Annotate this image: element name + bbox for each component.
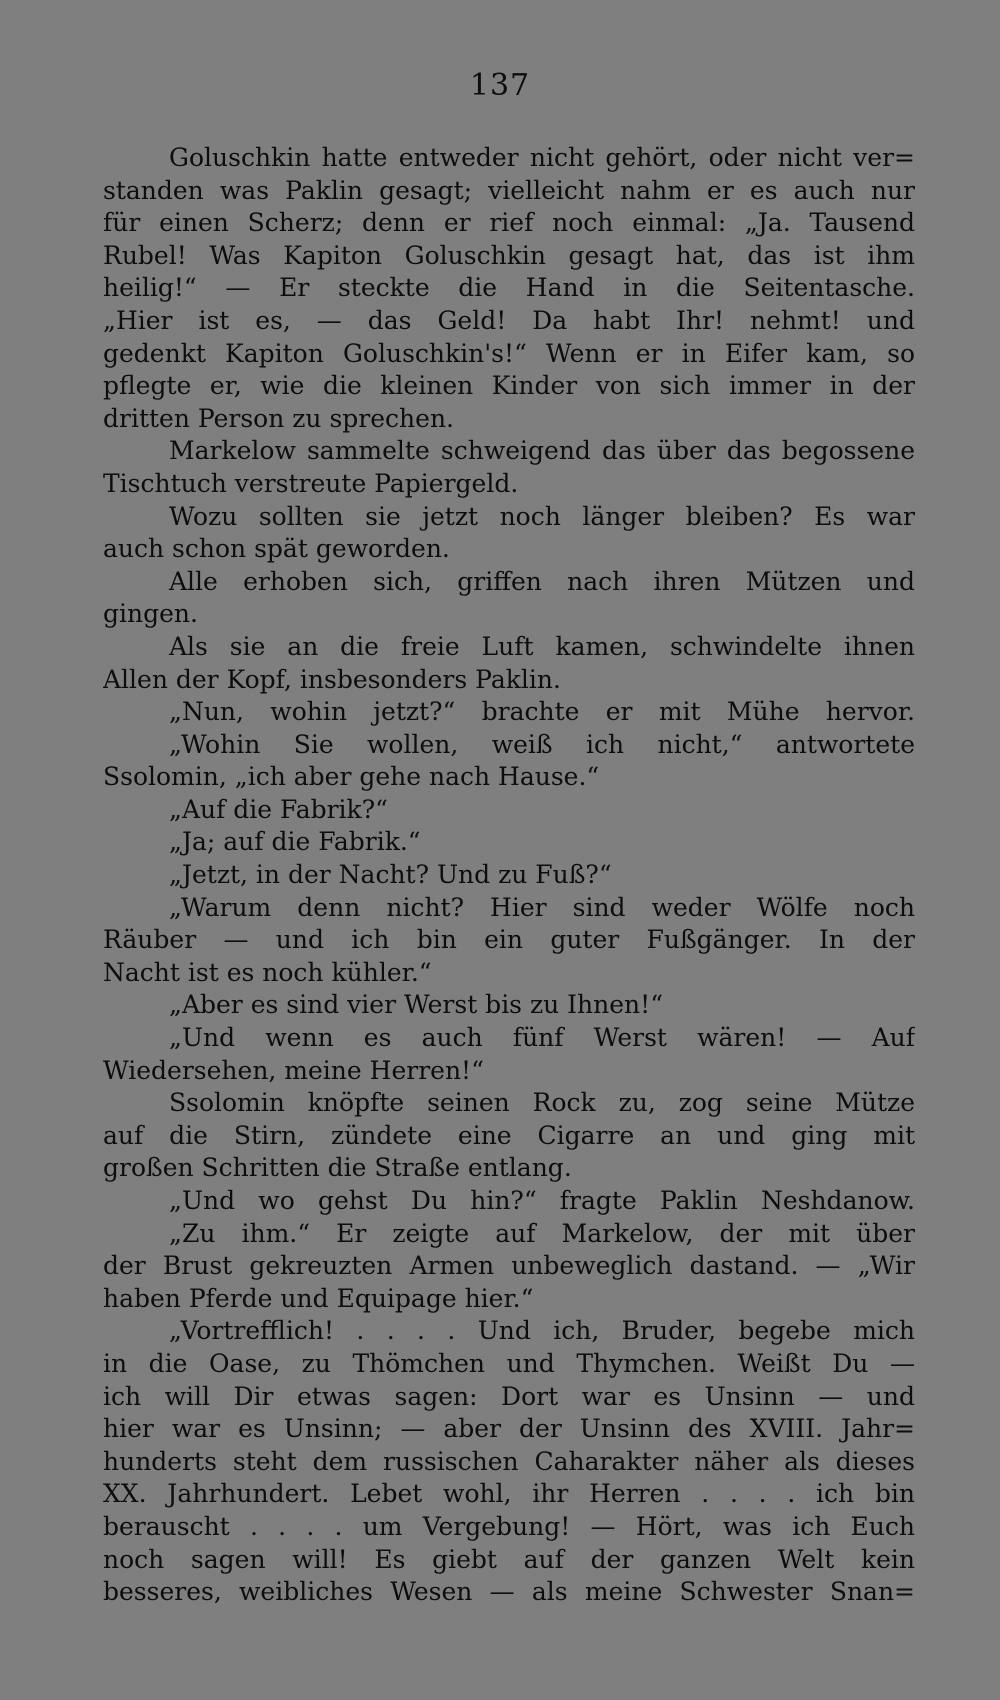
text-line: in die Oase, zu Thömchen und Thymchen. Weißt Du — — [103, 1348, 915, 1378]
text-line: haben Pferde und Equipage hier.“ — [103, 1283, 534, 1313]
text-line: noch sagen will! Es giebt auf der ganzen Welt kein — [103, 1544, 915, 1574]
text-line: Markelow sammelte schweigend das über das begossene — [169, 436, 915, 466]
text-line: besseres, weibliches Wesen — als meine Schwester Snan= — [103, 1577, 915, 1607]
text-line: großen Schritten die Straße entlang. — [103, 1153, 572, 1183]
body-text — [103, 142, 915, 1609]
text-line: auch schon spät geworden. — [103, 534, 450, 564]
text-line: Wiedersehen, meine Herren!“ — [103, 1055, 484, 1085]
text-line: berauscht . . . . um Vergebung! — Hört, was ich Euch — [103, 1511, 915, 1541]
text-line: Rubel! Was Kapiton Goluschkin gesagt hat, das ist ihm — [103, 240, 915, 270]
text-line: Wozu sollten sie jetzt noch länger bleiben? Es war — [169, 501, 915, 531]
text-line: „Hier ist es, — das Geld! Da habt Ihr! nehmt! und — [103, 305, 915, 335]
text-line: „Auf die Fabrik?“ — [169, 794, 388, 824]
page-number: 137 — [469, 68, 531, 103]
text-line: Goluschkin hatte entweder nicht gehört, oder nicht ver= — [169, 143, 915, 172]
text-line: „Ja; auf die Fabrik.“ — [169, 827, 421, 857]
text-line: dritten Person zu sprechen. — [103, 403, 455, 433]
text-line: Als sie an die freie Luft kamen, schwindelte ihnen — [169, 631, 915, 661]
text-line: Ssolomin knöpfte seinen Rock zu, zog seine Mütze — [169, 1088, 915, 1118]
text-line: Tischtuch verstreute Papiergeld. — [103, 468, 519, 498]
text-line: ich will Dir etwas sagen: Dort war es Unsinn — und — [103, 1381, 915, 1411]
text-line: heilig!“ — Er steckte die Hand in die Seitentasche. — [103, 273, 915, 303]
text-line: „Jetzt, in der Nacht? Und zu Fuß?“ — [169, 860, 612, 890]
text-line: Räuber — und ich bin ein guter Fußgänger. In der — [103, 925, 915, 955]
text-line: „Vortrefflich! . . . . Und ich, Bruder, begebe mich — [169, 1316, 915, 1346]
text-line: XX. Jahrhundert. Lebet wohl, ihr Herren . . . . ich bin — [103, 1479, 915, 1509]
text-line: „Und wo gehst Du hin?“ fragte Paklin Neshdanow. — [169, 1186, 915, 1215]
text-line: „Nun, wohin jetzt?“ brachte er mit Mühe hervor. — [169, 697, 915, 727]
text-line: „Aber es sind vier Werst bis zu Ihnen!“ — [169, 990, 663, 1020]
text-line: für einen Scherz; denn er rief noch einmal: „Ja. Tausend — [103, 208, 915, 238]
text-line: Alle erhoben sich, griffen nach ihren Mützen und — [169, 566, 915, 596]
text-line: standen was Paklin gesagt; vielleicht nahm er es auch nur — [103, 175, 915, 205]
text-line: „Und wenn es auch fünf Werst wären! — Auf — [169, 1023, 915, 1053]
text-line: „Zu ihm.“ Er zeigte auf Markelow, der mit über — [169, 1218, 915, 1248]
text-line: „Wohin Sie wollen, weiß ich nicht,“ antwortete — [169, 729, 915, 759]
text-line: hier war es Unsinn; — aber der Unsinn des XVIII. Jahr= — [103, 1414, 915, 1444]
text-line: Allen der Kopf, insbesonders Paklin. — [103, 664, 561, 694]
text-line: hunderts steht dem russischen Caharakter näher als dieses — [103, 1446, 915, 1476]
text-line: der Brust gekreuzten Armen unbeweglich dastand. — „Wir — [103, 1251, 915, 1281]
text-line: „Warum denn nicht? Hier sind weder Wölfe noch — [169, 892, 915, 922]
text-line: gedenkt Kapiton Goluschkin's!“ Wenn er in Eifer kam, so — [103, 338, 915, 368]
text-line: Ssolomin, „ich aber gehe nach Hause.“ — [103, 762, 600, 792]
text-line: gingen. — [103, 599, 198, 629]
text-line: Nacht ist es noch kühler.“ — [103, 957, 432, 987]
text-line: pflegte er, wie die kleinen Kinder von sich immer in der — [103, 371, 915, 401]
text-line: auf die Stirn, zündete eine Cigarre an und ging mit — [103, 1120, 915, 1150]
